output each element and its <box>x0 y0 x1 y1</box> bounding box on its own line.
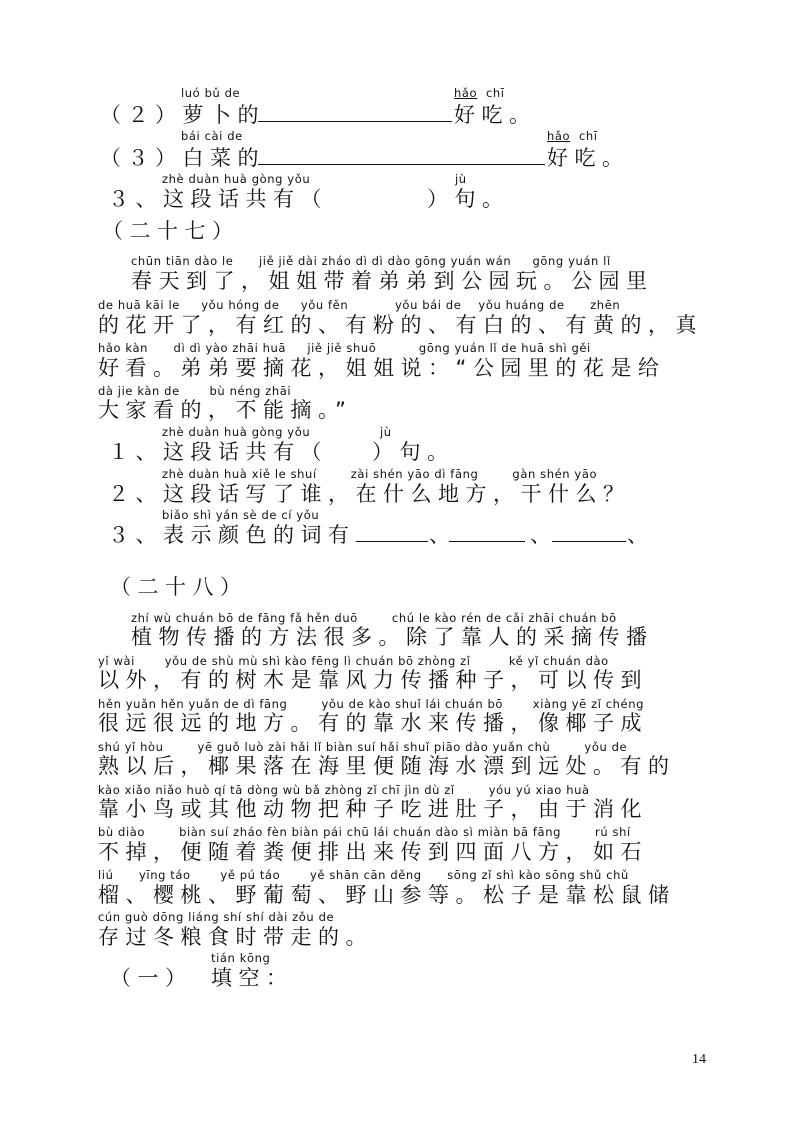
pinyin-line: zhè duàn huà gòng yǒu <box>162 425 311 439</box>
answer-blank[interactable] <box>552 541 626 542</box>
passage-line: 以外，有的树木是靠风力传播种子，可以传到 <box>98 668 648 692</box>
question-3-count: ３、这段话共有（ <box>108 187 328 211</box>
pinyin-line: zhè duàn huà gòng yǒu <box>162 172 311 186</box>
pinyin-line: biǎo shì yán sè de cí yǒu <box>162 508 320 522</box>
pinyin-line: zhí wù chuán bō de fāng fǎ hěn duō chú le kào rén de cǎi zhāi chuán bō <box>131 611 617 625</box>
pinyin-line: hǎo <box>547 129 571 143</box>
question-2-end: 好吃。 <box>454 103 537 127</box>
question-3-count-end: ）句。 <box>427 187 510 211</box>
pinyin-line: shú yǐ hòu yē guǒ luò zài hǎi lǐ biàn suí hǎi shuǐ piāo dào yuǎn chù yǒu de <box>98 740 628 754</box>
pinyin-line: liú yīng táo yě pú táo yě shān cān děng sōng zǐ shì kào sōng shǔ chǔ <box>98 868 629 882</box>
question-1-end: ）句。 <box>372 440 455 464</box>
pinyin-line: hěn yuǎn hěn yuǎn de dì fāng yǒu de kào shuǐ lái chuán bō xiàng yē zǐ chéng <box>98 697 645 711</box>
answer-blank[interactable] <box>258 121 452 122</box>
pinyin-line: yǐ wài yǒu de shù mù shì kào fēng lì chuán bō zhòng zǐ kě yǐ chuán dào <box>98 654 609 668</box>
fill-in-heading: 填空： <box>211 966 294 990</box>
pinyin-line: bù diào biàn suí zháo fèn biàn pái chū lái chuán dào sì miàn bā fāng rú shí <box>98 825 631 839</box>
passage-line: 植物传播的方法很多。除了靠人的采摘传播 <box>131 625 654 649</box>
subsection-label: （一） <box>110 966 193 990</box>
question-2-text: （２）萝卜的 <box>100 103 265 127</box>
pinyin-line: de huā kāi le yǒu hóng de yǒu fěn yǒu bái de yǒu huáng de zhēn <box>98 298 621 312</box>
pinyin-line: dà jie kàn de bù néng zhāi <box>98 384 292 398</box>
passage-line: 不掉，便随着粪便排出来传到四面八方，如石 <box>98 840 648 864</box>
pinyin-line: jù <box>455 172 467 186</box>
pinyin-line: tián kōng <box>211 951 271 965</box>
pinyin-line: kào xiǎo niǎo huò qí tā dòng wù bǎ zhòng zǐ chī jìn dù zǐ yóu yú xiao huà <box>98 783 590 797</box>
section-heading-28: （二十八） <box>110 575 248 599</box>
pinyin-line: luó bǔ de <box>181 86 241 100</box>
passage-line: 靠小鸟或其他动物把种子吃进肚子，由于消化 <box>98 797 648 821</box>
passage-line: 大家看的，不能摘。” <box>98 398 353 422</box>
answer-blank[interactable] <box>258 164 545 165</box>
question-3-colors: ３、表示颜色的词有 <box>108 523 356 547</box>
pinyin-line: hǎo kàn dì dì yào zhāi huā jiě jiě shuō gōng yuán lǐ de huā shì gěi <box>98 341 591 355</box>
question-1: １、这段话共有（ <box>108 440 328 464</box>
blank-separator: 、 <box>627 523 655 547</box>
pinyin-line: bái cài de <box>181 129 243 143</box>
question-3-end: 好吃。 <box>547 146 630 170</box>
blank-separator: 、 <box>530 523 558 547</box>
passage-line: 春天到了，姐姐带着弟弟到公园玩。公园里 <box>131 269 654 293</box>
blank-separator: 、 <box>429 523 457 547</box>
passage-line: 的花开了，有红的、有粉的、有白的、有黄的，真 <box>98 313 703 337</box>
pinyin-line: hǎo <box>454 86 478 100</box>
passage-line: 熟以后，椰果落在海里便随海水漂到远处。有的 <box>98 754 676 778</box>
question-2: ２、这段话写了谁，在什么地方，干什么？ <box>108 482 631 506</box>
answer-blank[interactable] <box>356 541 428 542</box>
question-3-text: （３）白菜的 <box>100 146 265 170</box>
passage-line: 榴、樱桃、野葡萄、野山参等。松子是靠松鼠储 <box>98 883 676 907</box>
page-number: 14 <box>692 1052 706 1067</box>
pinyin-line: jù <box>380 425 392 439</box>
section-heading-27: （二十七） <box>102 219 240 243</box>
pinyin-line: chī <box>486 86 505 100</box>
pinyin-line: chī <box>579 129 598 143</box>
pinyin-line: zhè duàn huà xiě le shuí zài shén yāo dì fāng gàn shén yāo <box>162 467 598 481</box>
passage-line: 存过冬粮食时带走的。 <box>98 925 373 949</box>
pinyin-line: cún guò dōng liáng shí shí dài zǒu de <box>98 910 335 924</box>
passage-line: 很远很远的地方。有的靠水来传播，像椰子成 <box>98 711 648 735</box>
passage-line: 好看。弟弟要摘花，姐姐说：“公园里的花是给 <box>98 356 666 380</box>
pinyin-line: chūn tiān dào le jiě jiě dài zháo dì dì dào gōng yuán wán gōng yuán lǐ <box>131 254 611 268</box>
answer-blank[interactable] <box>449 541 525 542</box>
